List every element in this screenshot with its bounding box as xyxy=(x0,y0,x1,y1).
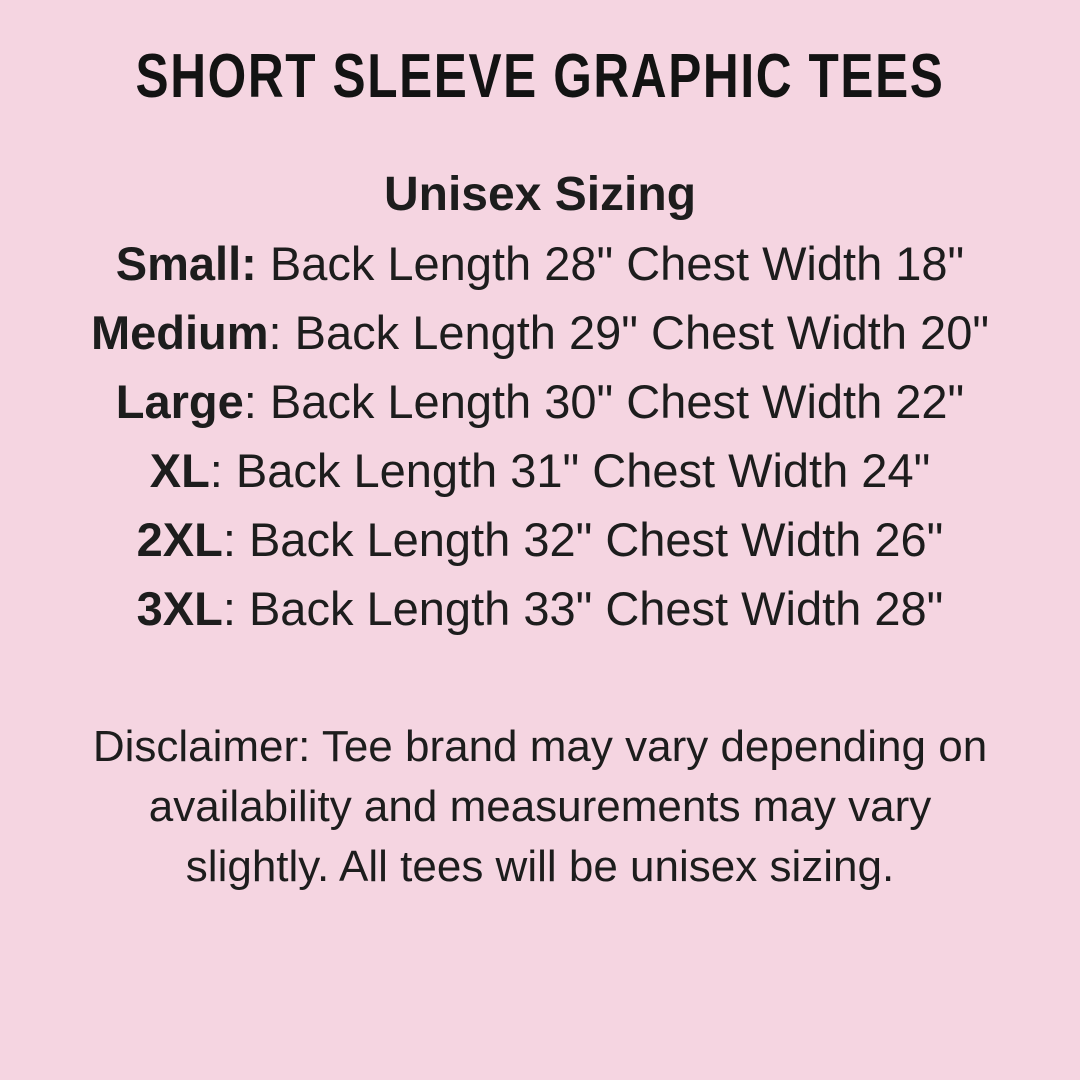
size-details: : Back Length 33" Chest Width 28" xyxy=(222,582,944,635)
size-row-large xyxy=(0,367,1080,436)
size-row-small xyxy=(0,229,1080,298)
poster-title: SHORT SLEEVE GRAPHIC TEES xyxy=(135,42,945,111)
disclaimer-line: availability and measurements may vary xyxy=(148,782,932,831)
sizing-list xyxy=(0,229,1080,643)
size-label: 2XL xyxy=(136,513,223,566)
size-details: : Back Length 32" Chest Width 26" xyxy=(222,513,944,566)
size-row-2xl xyxy=(0,505,1080,574)
size-row-xl xyxy=(0,436,1080,505)
size-details: : Back Length 31" Chest Width 24" xyxy=(209,444,931,497)
size-row-3xl xyxy=(0,574,1080,643)
size-label: Small: xyxy=(115,237,257,290)
disclaimer-line: Disclaimer: Tee brand may vary depending on xyxy=(92,722,988,771)
size-label: 3XL xyxy=(136,582,223,635)
size-label: XL xyxy=(149,444,210,497)
size-row-medium xyxy=(0,298,1080,367)
size-details: Back Length 28" Chest Width 18" xyxy=(256,237,965,290)
disclaimer xyxy=(0,717,1080,897)
size-label: Medium xyxy=(90,306,269,359)
size-details: : Back Length 30" Chest Width 22" xyxy=(243,375,965,428)
size-details: : Back Length 29" Chest Width 20" xyxy=(268,306,990,359)
sizing-heading: Unisex Sizing xyxy=(383,168,697,221)
disclaimer-line: slightly. All tees will be unisex sizing. xyxy=(185,842,895,891)
size-label: Large xyxy=(115,375,244,428)
